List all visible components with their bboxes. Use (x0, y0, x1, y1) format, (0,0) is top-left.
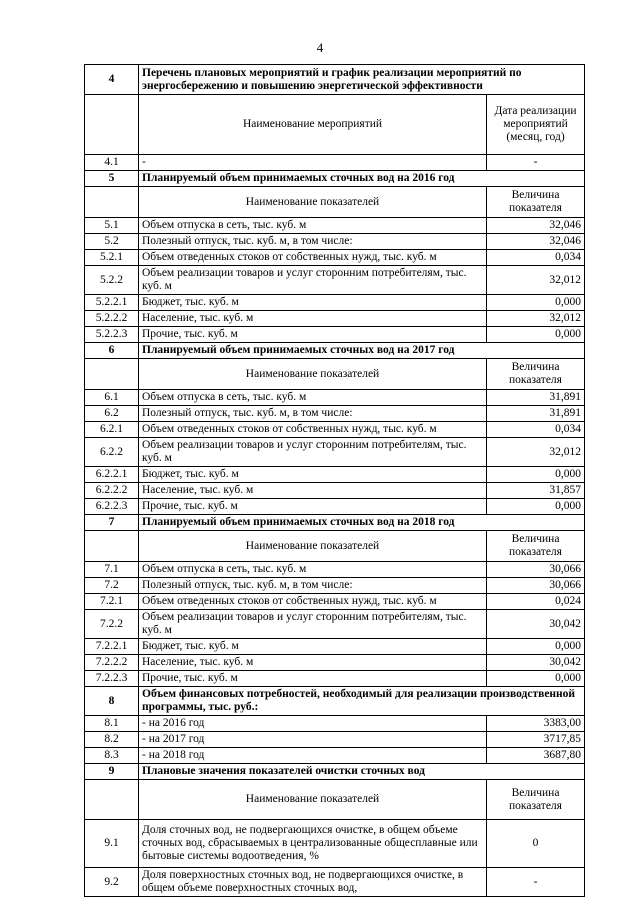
table-row (85, 483, 585, 499)
row-number: 7.2.2.1 (85, 639, 139, 655)
row-value: 30,042 (487, 610, 585, 639)
row-value: - (487, 868, 585, 897)
row-number: 5.2.1 (85, 250, 139, 266)
table-row (85, 467, 585, 483)
row-name: Доля поверхностных сточных вод, не подвергающихся очистке, в общем объеме поверхностных сточных вод, (139, 868, 487, 897)
table-row (85, 655, 585, 671)
table-row (85, 406, 585, 422)
row-name: - на 2016 год (139, 716, 487, 732)
section-row (85, 65, 585, 95)
row-name: Население, тыс. куб. м (139, 655, 487, 671)
row-number: 6.2.2.2 (85, 483, 139, 499)
table-row (85, 868, 585, 897)
row-number: 6.2.1 (85, 422, 139, 438)
row-value: 0,000 (487, 327, 585, 343)
row-name: Прочие, тыс. куб. м (139, 327, 487, 343)
row-number: 5.2.2.3 (85, 327, 139, 343)
row-name: Доля сточных вод, не подвергающихся очистке, в общем объеме сточных вод, сбрасываемых в централизованные общесплавные или бытовые системы водоотведения, % (139, 820, 487, 868)
row-value: 31,891 (487, 390, 585, 406)
row-number: 8.2 (85, 732, 139, 748)
row-value: 3687,80 (487, 748, 585, 764)
section-row (85, 515, 585, 531)
table-row (85, 155, 585, 171)
row-name: Полезный отпуск, тыс. куб. м, в том числе: (139, 406, 487, 422)
name-header: Наименование показателей (139, 780, 487, 820)
row-number: 7.2.2 (85, 610, 139, 639)
row-name: Объем реализации товаров и услуг сторонним потребителям, тыс. куб. м (139, 266, 487, 295)
section-number: 9 (85, 764, 139, 780)
section-number: 8 (85, 687, 139, 716)
row-value: 3717,85 (487, 732, 585, 748)
table-row (85, 562, 585, 578)
row-value: 30,042 (487, 655, 585, 671)
table-row (85, 311, 585, 327)
table-row (85, 820, 585, 868)
row-number: 6.2.2.1 (85, 467, 139, 483)
row-name: - на 2018 год (139, 748, 487, 764)
row-value: 0,034 (487, 422, 585, 438)
row-number: 4.1 (85, 155, 139, 171)
row-number: 7.1 (85, 562, 139, 578)
empty-header-cell (85, 95, 139, 155)
row-name: Бюджет, тыс. куб. м (139, 295, 487, 311)
row-number: 7.2.2.2 (85, 655, 139, 671)
row-name: Население, тыс. куб. м (139, 311, 487, 327)
row-value: - (487, 155, 585, 171)
row-number: 9.1 (85, 820, 139, 868)
table-row (85, 499, 585, 515)
row-number: 6.2 (85, 406, 139, 422)
column-header-row (85, 531, 585, 562)
program-table (84, 64, 585, 897)
empty-header-cell (85, 780, 139, 820)
table-row (85, 218, 585, 234)
name-header: Наименование показателей (139, 187, 487, 218)
table-row (85, 639, 585, 655)
column-header-row (85, 780, 585, 820)
row-number: 8.3 (85, 748, 139, 764)
row-name: Прочие, тыс. куб. м (139, 499, 487, 515)
row-name: Объем реализации товаров и услуг сторонним потребителям, тыс. куб. м (139, 438, 487, 467)
table-row (85, 234, 585, 250)
row-value: 0,000 (487, 467, 585, 483)
table-row (85, 266, 585, 295)
row-number: 7.2 (85, 578, 139, 594)
row-value: 31,891 (487, 406, 585, 422)
section-title: Плановые значения показателей очистки сточных вод (139, 764, 585, 780)
row-value: 32,012 (487, 311, 585, 327)
row-value: 0,034 (487, 250, 585, 266)
row-name: Бюджет, тыс. куб. м (139, 467, 487, 483)
column-header-row (85, 95, 585, 155)
row-value: 0,024 (487, 594, 585, 610)
row-value: 0,000 (487, 499, 585, 515)
row-number: 6.2.2 (85, 438, 139, 467)
row-name: Бюджет, тыс. куб. м (139, 639, 487, 655)
row-name: Объем отпуска в сеть, тыс. куб. м (139, 390, 487, 406)
row-value: 32,012 (487, 266, 585, 295)
name-header: Наименование показателей (139, 359, 487, 390)
table-row (85, 594, 585, 610)
row-value: 32,046 (487, 218, 585, 234)
section-row (85, 343, 585, 359)
row-number: 5.2.2.2 (85, 311, 139, 327)
row-number: 8.1 (85, 716, 139, 732)
row-name: Объем отведенных стоков от собственных нужд, тыс. куб. м (139, 594, 487, 610)
row-number: 7.2.1 (85, 594, 139, 610)
program-table-body (85, 65, 585, 897)
table-row (85, 438, 585, 467)
row-name: Объем отпуска в сеть, тыс. куб. м (139, 562, 487, 578)
row-value: 0,000 (487, 639, 585, 655)
row-value: 32,046 (487, 234, 585, 250)
row-name: Полезный отпуск, тыс. куб. м, в том числе: (139, 234, 487, 250)
name-header: Наименование показателей (139, 531, 487, 562)
row-name: Объем отведенных стоков от собственных нужд, тыс. куб. м (139, 422, 487, 438)
section-title: Планируемый объем принимаемых сточных вод на 2017 год (139, 343, 585, 359)
table-row (85, 578, 585, 594)
row-number: 7.2.2.3 (85, 671, 139, 687)
empty-header-cell (85, 187, 139, 218)
row-number: 5.2.2 (85, 266, 139, 295)
row-value: 0,000 (487, 295, 585, 311)
row-value: 30,066 (487, 562, 585, 578)
table-row (85, 390, 585, 406)
row-number: 6.2.2.3 (85, 499, 139, 515)
row-value: 3383,00 (487, 716, 585, 732)
section-number: 4 (85, 65, 139, 95)
table-row (85, 716, 585, 732)
value-header: Величина показателя (487, 780, 585, 820)
row-value: 0 (487, 820, 585, 868)
value-header: Величина показателя (487, 531, 585, 562)
section-title: Планируемый объем принимаемых сточных вод на 2016 год (139, 171, 585, 187)
section-title: Перечень плановых мероприятий и график реализации мероприятий по энергосбережению и повышению энергетической эффективности (139, 65, 585, 95)
table-row (85, 610, 585, 639)
section-title: Планируемый объем принимаемых сточных вод на 2018 год (139, 515, 585, 531)
value-header: Величина показателя (487, 359, 585, 390)
row-number: 6.1 (85, 390, 139, 406)
row-value: 32,012 (487, 438, 585, 467)
section-number: 7 (85, 515, 139, 531)
row-number: 9.2 (85, 868, 139, 897)
row-name: Прочие, тыс. куб. м (139, 671, 487, 687)
column-header-row (85, 359, 585, 390)
table-row (85, 671, 585, 687)
row-number: 5.1 (85, 218, 139, 234)
section-number: 5 (85, 171, 139, 187)
row-number: 5.2 (85, 234, 139, 250)
section-row (85, 171, 585, 187)
value-header: Дата реализации мероприятий (месяц, год) (487, 95, 585, 155)
row-name: Объем отпуска в сеть, тыс. куб. м (139, 218, 487, 234)
row-value: 31,857 (487, 483, 585, 499)
row-name: Объем реализации товаров и услуг сторонним потребителям, тыс. куб. м (139, 610, 487, 639)
section-title: Объем финансовых потребностей, необходимый для реализации производственной программы, тыс. руб.: (139, 687, 585, 716)
table-row (85, 748, 585, 764)
value-header: Величина показателя (487, 187, 585, 218)
row-value: 30,066 (487, 578, 585, 594)
section-row (85, 764, 585, 780)
row-name: Полезный отпуск, тыс. куб. м, в том числе: (139, 578, 487, 594)
row-name: - на 2017 год (139, 732, 487, 748)
table-row (85, 327, 585, 343)
table-row (85, 732, 585, 748)
table-row (85, 250, 585, 266)
empty-header-cell (85, 531, 139, 562)
row-value: 0,000 (487, 671, 585, 687)
row-name: Объем отведенных стоков от собственных нужд, тыс. куб. м (139, 250, 487, 266)
section-number: 6 (85, 343, 139, 359)
page-number: 4 (316, 40, 324, 55)
table-row (85, 295, 585, 311)
row-name: - (139, 155, 487, 171)
column-header-row (85, 187, 585, 218)
row-name: Население, тыс. куб. м (139, 483, 487, 499)
section-row (85, 687, 585, 716)
table-row (85, 422, 585, 438)
row-number: 5.2.2.1 (85, 295, 139, 311)
empty-header-cell (85, 359, 139, 390)
name-header: Наименование мероприятий (139, 95, 487, 155)
